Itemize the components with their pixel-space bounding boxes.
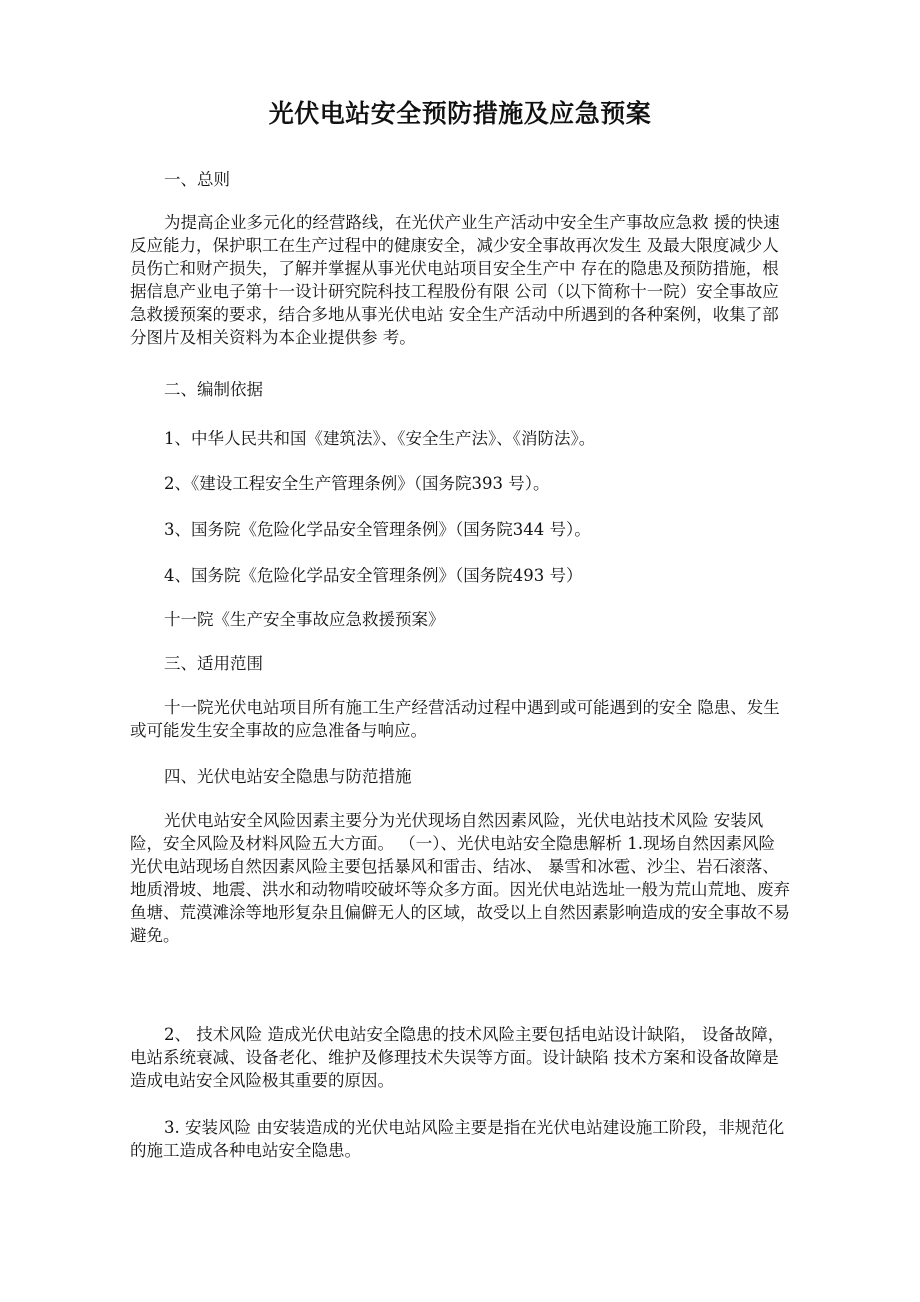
basis-item-2: 2、《建设工程安全生产管理条例》（国务院393 号）。 [164,474,550,493]
basis-item-5: 十一院《生产安全事故应急救援预案》 [164,610,445,629]
technical-risk-paragraph: 2、 技术风险 造成光伏电站安全隐患的技术风险主要包括电站设计缺陷， 设备故障，电站系统衰减、设备老化、维护及修理技术失误等方面。设计缺陷 技术方案和设备故障是造成电站安全风险极其重要的原因。 [130,1025,785,1090]
section-2-heading: 二、编制依据 [164,380,263,399]
basis-item-1: 1、中华人民共和国《建筑法》、《安全生产法》、《消防法》。 [164,429,596,448]
section-3-paragraph: 十一院光伏电站项目所有施工生产经营活动过程中遇到或可能遇到的安全 隐患、发生或可能发生安全事故的应急准备与响应。 [130,698,780,740]
installation-risk-paragraph: 3. 安装风险 由安装造成的光伏电站风险主要是指在光伏电站建设施工阶段，非规范化的施工造成各种电站安全隐患。 [130,1118,785,1160]
section-1-paragraph: 为提高企业多元化的经营路线，在光伏产业生产活动中安全生产事故应急救 援的快速反应能力，保护职工在生产过程中的健康安全，减少安全事故再次发生 及最大限度减少人员伤亡和财产损失，了解并掌握从事光伏电站项目安全生产中 存在的隐患及预防措施，根据信息产业电子第十一设计研究院科技工程股份有限 公司（以下简称十一院）安全事故应急救援预案的要求，结合多地从事光伏电站 安全生产活动中所遇到的各种案例，收集了部分图片及相关资料为本企业提供参 考。 [130,213,780,347]
section-4-heading: 四、光伏电站安全隐患与防范措施 [164,767,412,786]
basis-item-3: 3、国务院《危险化学品安全管理条例》（国务院344 号）。 [164,520,591,539]
section-1-heading: 一、总则 [164,170,230,189]
basis-item-4: 4、国务院《危险化学品安全管理条例》（国务院493 号） [164,566,583,585]
document-title: 光伏电站安全预防措施及应急预案 [268,99,652,128]
section-4-paragraph: 光伏电站安全风险因素主要分为光伏现场自然因素风险，光伏电站技术风险 安装风险，安全风险及材料风险五大方面。 （一）、光伏电站安全隐患解析 1.现场自然因素风险 光伏电站现场自然因素风险主要包括暴风和雷击、结冰、 暴雪和冰雹、沙尘、岩石滚落、地质滑坡、地震、洪水和动物啃咬破坏等众多方面。因光伏电站选址一般为荒山荒地、废弃鱼塘、荒漠滩涂等地形复杂且偏僻无人的区域，故受以上自然因素影响造成的安全事故不易避免。 [130,811,790,945]
section-3-heading: 三、适用范围 [164,654,263,673]
